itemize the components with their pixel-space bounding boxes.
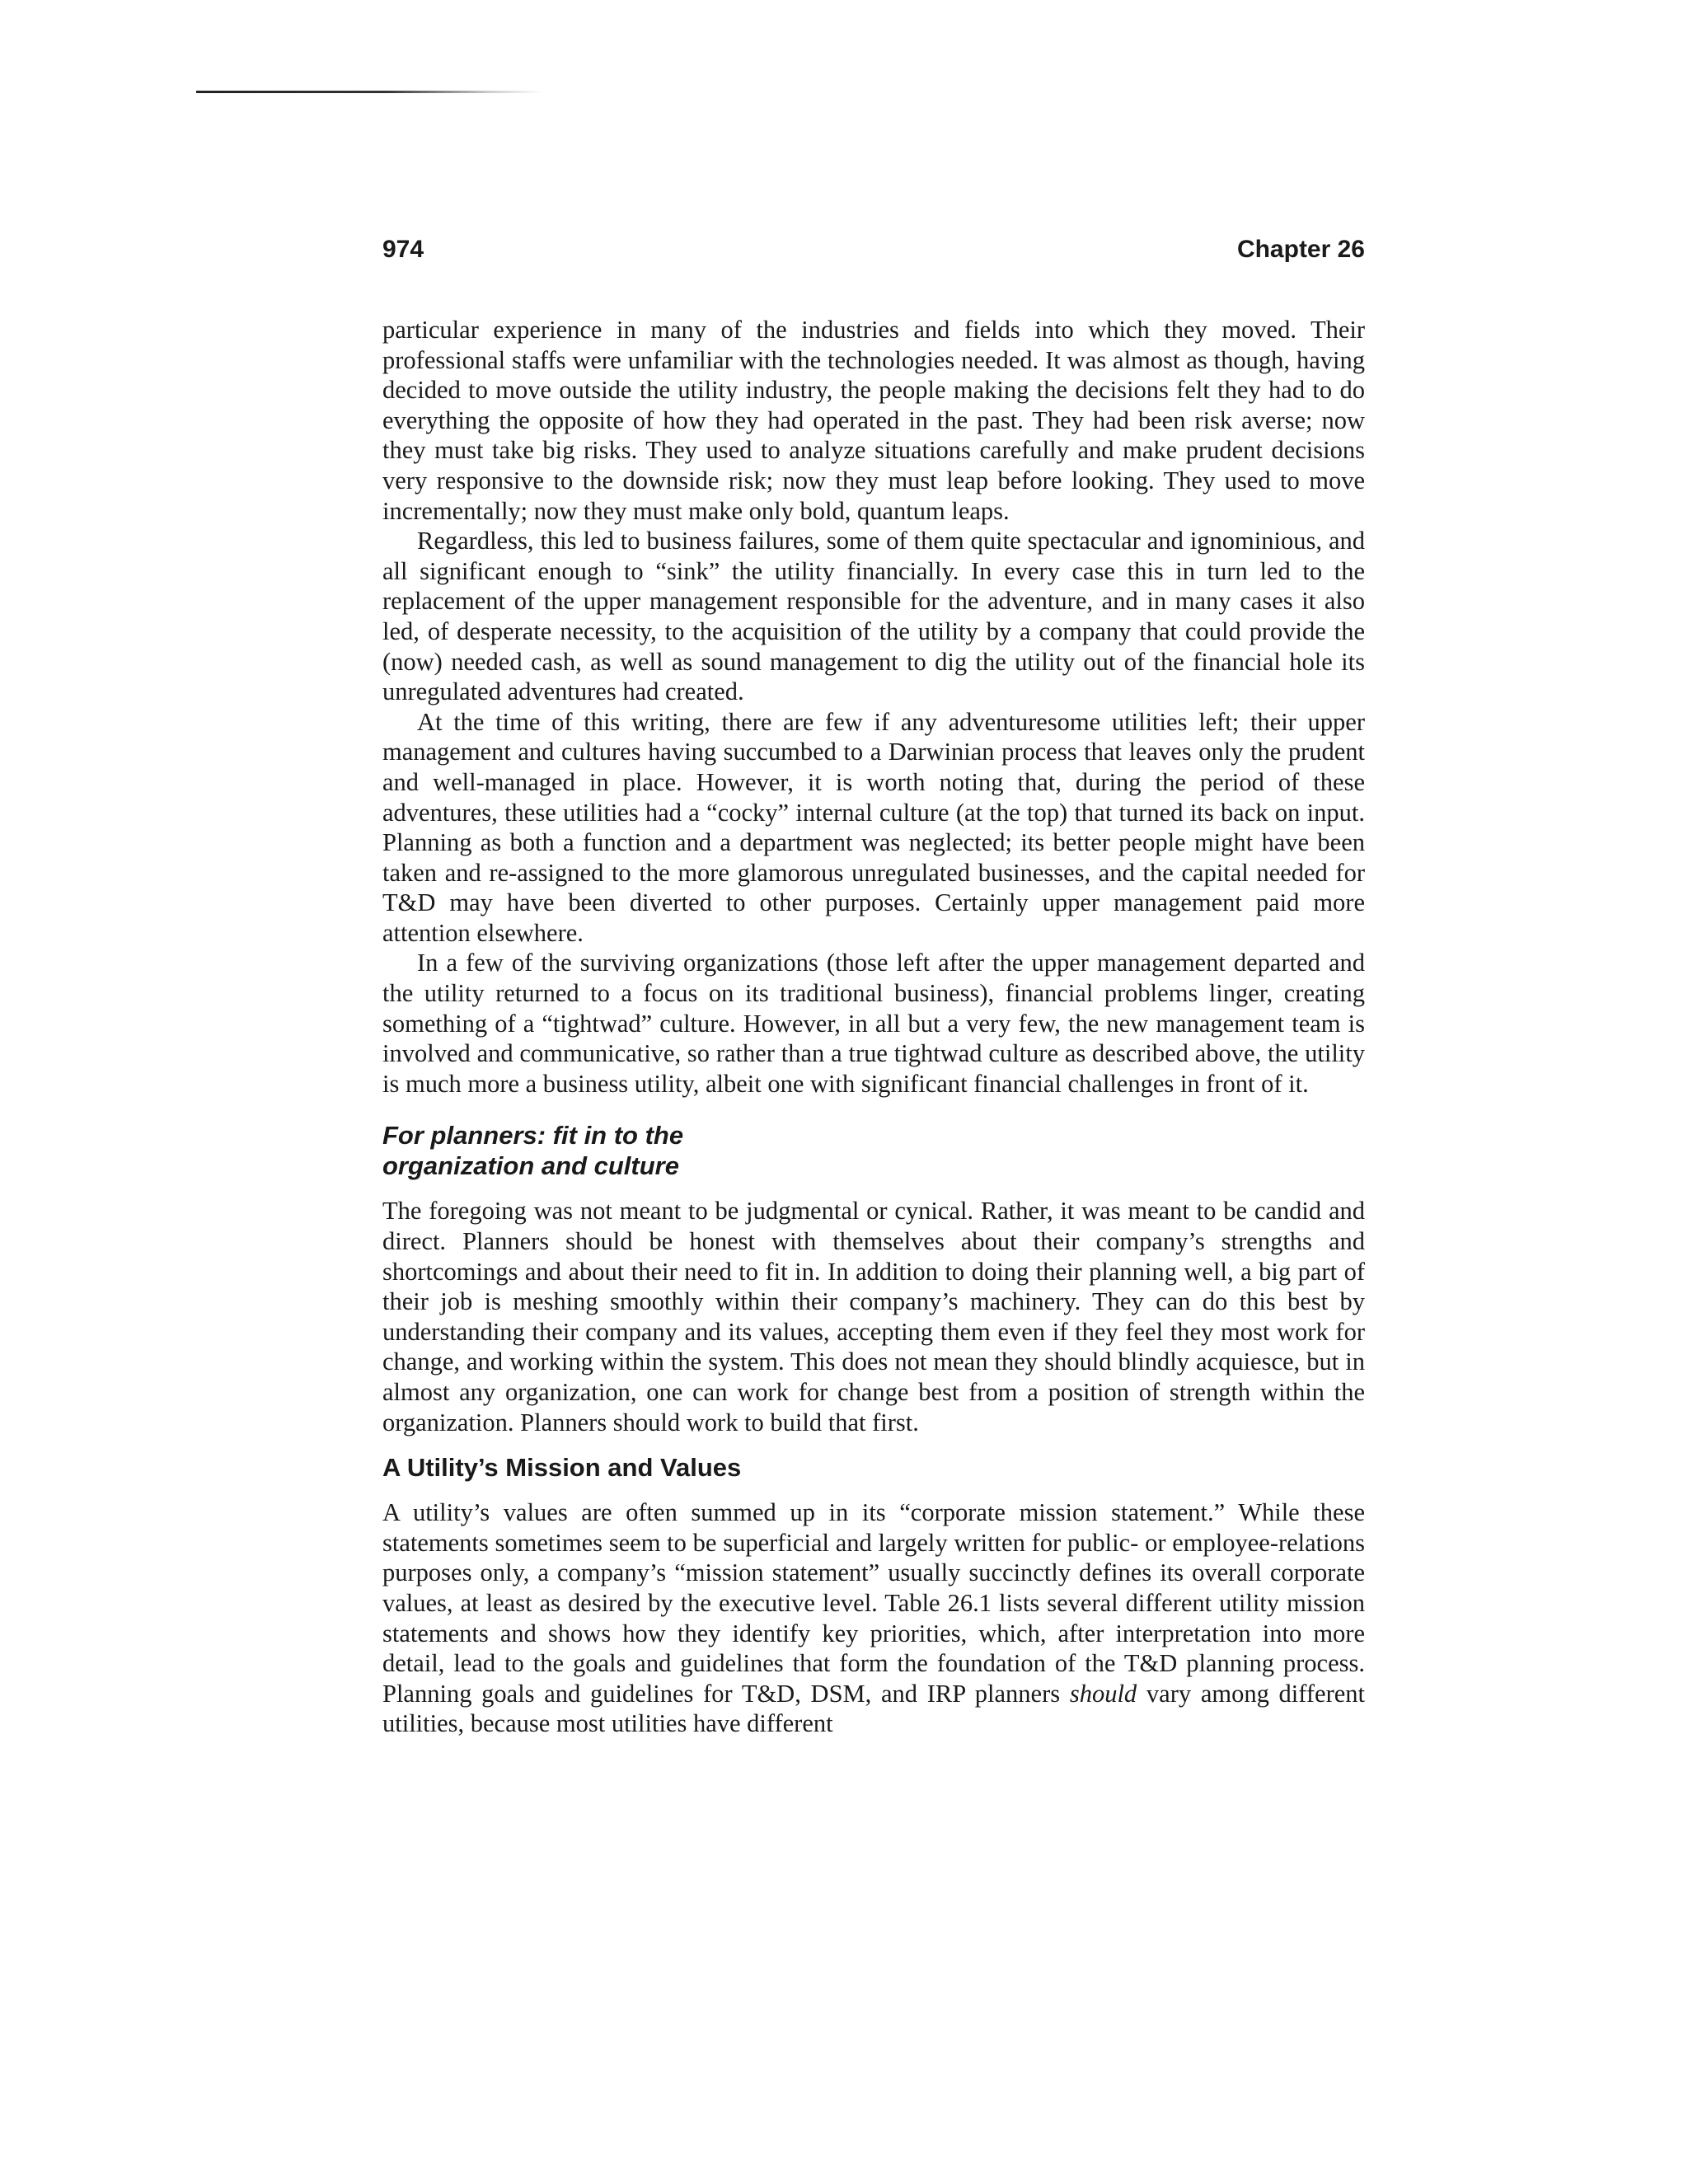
body-paragraph-1: particular experience in many of the industries and fields into which they moved. Their professional staffs were unfamiliar with the technologies needed. It was almost as though, having decided to move outside the utility industry, the people making the decisions felt they had to do everything the opposite of how they had operated in the past. They had been risk averse; now they must take big risks. They used to analyze situations carefully and make prudent decisions very responsive to the downside risk; now they must leap before looking. They used to move incrementally; now they must make only bold, quantum leaps.: [382, 316, 1365, 525]
chapter-label: Chapter 26: [1236, 236, 1365, 263]
page-body: [382, 315, 1365, 1739]
body-paragraph-2: Regardless, this led to business failures, some of them quite spectacular and ignominious, and all significant enough to “sink” the utility financially. In every case this in turn led to the replacement of the upper management responsible for the adventure, and in many cases it also led, of desperate necessity, to the acquisition of the utility by a company that could provide the (now) needed cash, as well as sound management to dig the utility out of the financial hole its unregulated adventures had created.: [382, 527, 1365, 706]
page-number: 974: [382, 236, 424, 263]
subsection-paragraph: The foregoing was not meant to be judgmental or cynical. Rather, it was meant to be candid and direct. Planners should be honest with themselves about their company’s strengths and shortcomings and about their need to fit in. In addition to doing their planning well, a big part of their job is meshing smoothly within their company’s machinery. They can do this best by understanding their company and its values, accepting them even if they feel they most work for change, and working within the system. This does not mean they should blindly acquiesce, but in almost any organization, one can work for change best from a position of strength within the organization. Planners should work to build that first.: [382, 1197, 1365, 1436]
subsection-heading-line-2: organization and culture: [382, 1151, 679, 1181]
section-paragraph-emphasis: should: [1069, 1679, 1137, 1708]
section-heading: A Utility’s Mission and Values: [382, 1453, 742, 1483]
subsection-heading: [382, 1120, 729, 1181]
section-paragraph: [382, 1497, 1365, 1739]
top-rule: [196, 91, 542, 93]
running-head: [382, 236, 1365, 264]
section-paragraph-text-2: vary among different utilities, because most utilities have different: [382, 1679, 1365, 1738]
subsection-heading-line-1: For planners: fit in to the: [382, 1121, 684, 1151]
body-paragraph-3: At the time of this writing, there are few if any adventuresome utilities left; their upper management and cultures having succumbed to a Darwinian process that leaves only the prudent and well-managed in place. However, it is worth noting that, during the period of these adventures, these utilities had a “cocky” internal culture (at the top) that turned its back on input. Planning as both a function and a department was neglected; its better people might have been taken and re-assigned to the more glamorous unregulated businesses, and the capital needed for T&D may have been diverted to other purposes. Certainly upper management paid more attention elsewhere.: [382, 707, 1365, 947]
body-paragraph-4: In a few of the surviving organizations (those left after the upper management departed and the utility returned to a focus on its traditional business), financial problems linger, creating something of a “tightwad” culture. However, in all but a very few, the new management team is involved and communicative, so rather than a true tightwad culture as described above, the utility is much more a business utility, albeit one with significant financial challenges in front of it.: [382, 949, 1365, 1098]
section-paragraph-text-1: A utility’s values are often summed up in its “corporate mission statement.” While these statements sometimes seem to be superficial and largely written for public- or employee-relations purposes only, a company’s “mission statement” usually succinctly defines its overall corporate values, at least as desired by the executive level. Table 26.1 lists several different utility mission statements and shows how they identify key priorities, which, after interpretation into more detail, lead to the goals and guidelines that form the foundation of the T&D planning process. Planning goals and guidelines for T&D, DSM, and IRP planners: [382, 1498, 1365, 1708]
